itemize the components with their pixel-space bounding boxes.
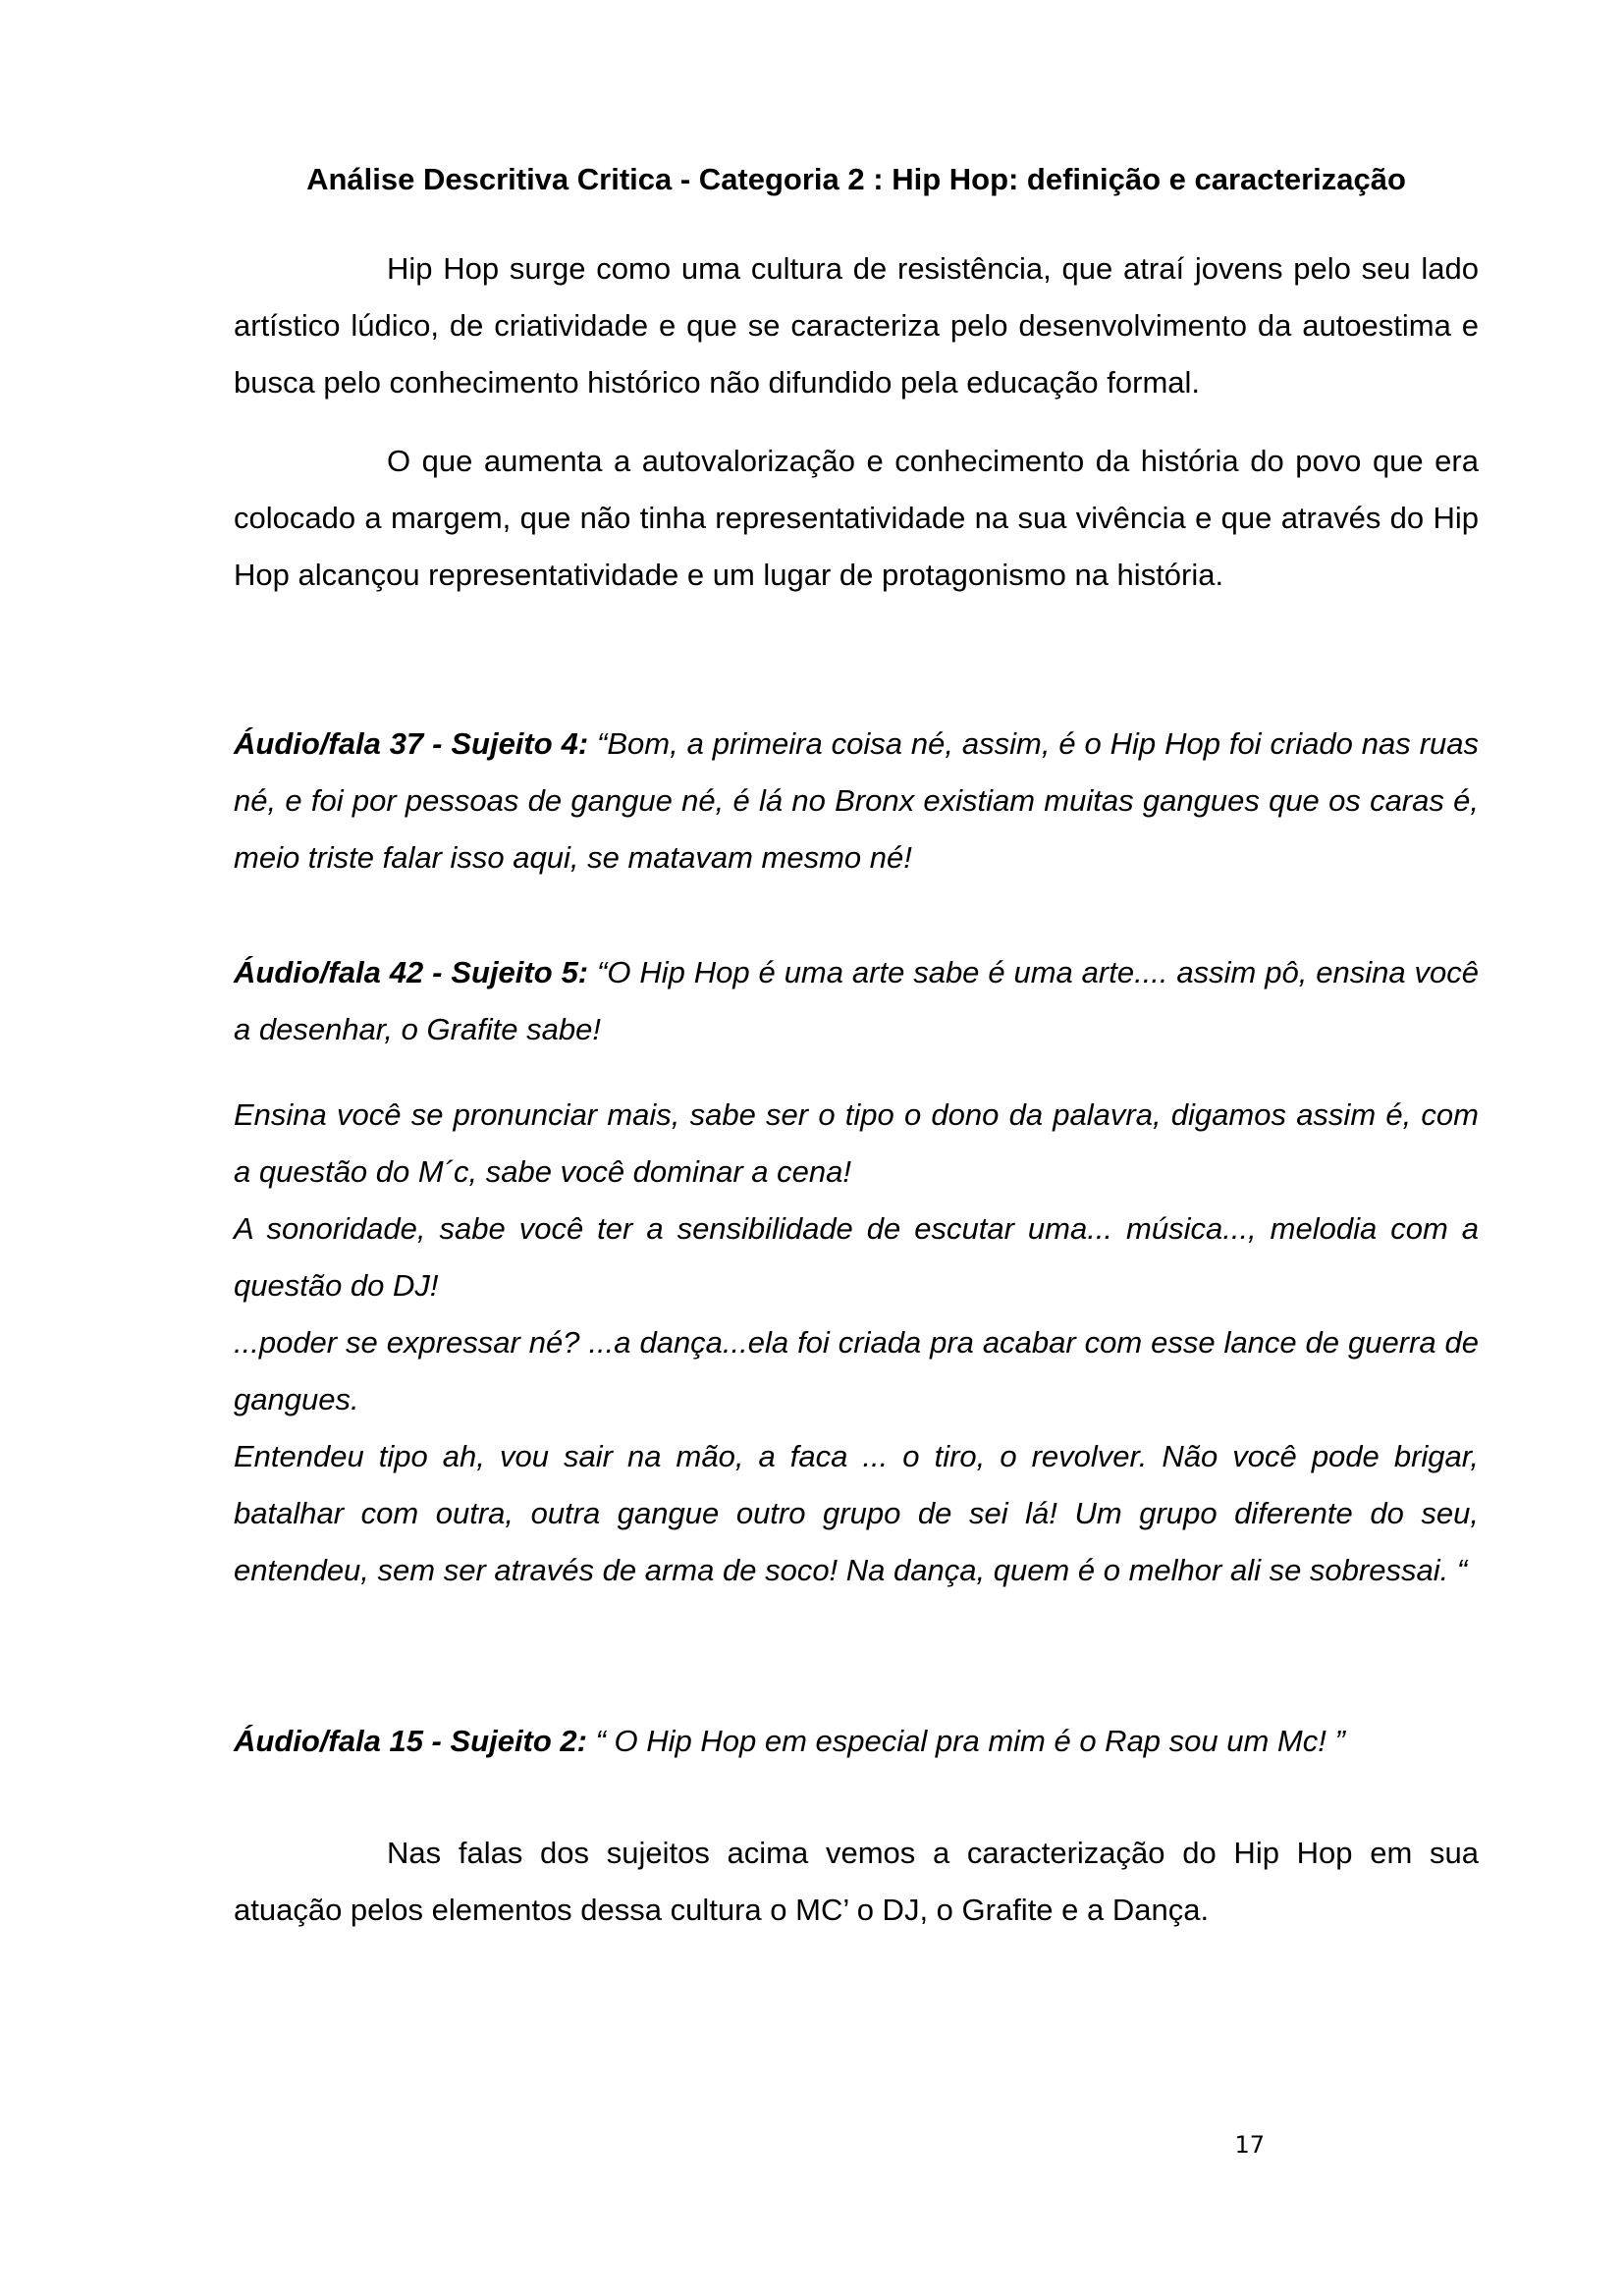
quote-continuation-2: A sonoridade, sabe você ter a sensibilidade de escutar uma... música..., melodia com a questão do DJ! bbox=[234, 1211, 1479, 1303]
page-number: 17 bbox=[1234, 2131, 1265, 2159]
quote-continuation-1: Ensina você se pronunciar mais, sabe ser o tipo o dono da palavra, digamos assim é, com a questão do M´c, sabe você dominar a cena! bbox=[234, 1097, 1479, 1189]
document-page bbox=[234, 0, 1479, 2296]
quote-audio-42 bbox=[234, 944, 1479, 1058]
quote-text: “ O Hip Hop em especial pra mim é o Rap sou um Mc! ” bbox=[587, 1724, 1345, 1758]
quote-text: “O Hip Hop é uma arte sabe é uma arte.... assim pô, ensina você a desenhar, o Grafite sabe! bbox=[234, 955, 1480, 1046]
quote-audio-37 bbox=[234, 716, 1479, 886]
closing-paragraph: Nas falas dos sujeitos acima vemos a caracterização do Hip Hop em sua atuação pelos elementos dessa cultura o MC’ o DJ, o Grafite e a Dança. bbox=[234, 1836, 1479, 1927]
page-title: Análise Descritiva Critica - Categoria 2 : Hip Hop: definição e caracterização bbox=[306, 162, 1406, 196]
quote-label: Áudio/fala 15 - Sujeito 2: bbox=[234, 1724, 587, 1758]
quote-text: “Bom, a primeira coisa né, assim, é o Hip Hop foi criado nas ruas né, e foi por pessoas de gangue né, é lá no Bronx existiam muitas gangues que os caras é, meio triste falar isso aqui, se matavam mesmo né! bbox=[234, 726, 1479, 875]
paragraph-2: O que aumenta a autovalorização e conhecimento da história do povo que era colocado a margem, que não tinha representatividade na sua vivência e que através do Hip Hop alcançou representatividade e um lugar de protagonismo na história. bbox=[234, 444, 1479, 592]
quote-continuation-4: Entendeu tipo ah, vou sair na mão, a faca ... o tiro, o revolver. Não você pode brigar, batalhar com outra, outra gangue outro grupo de sei lá! Um grupo diferente do seu, entendeu, sem ser através de arma de soco! Na dança, quem é o melhor ali se sobressai. “ bbox=[234, 1439, 1479, 1587]
paragraph-1: Hip Hop surge como uma cultura de resistência, que atraí jovens pelo seu lado artístico lúdico, de criatividade e que se caracteriza pelo desenvolvimento da autoestima e busca pelo conhecimento histórico não difundido pela educação formal. bbox=[234, 251, 1479, 400]
quote-audio-15 bbox=[234, 1713, 1479, 1770]
quote-continuation-3: ...poder se expressar né? ...a dança...ela foi criada pra acabar com esse lance de guerra de gangues. bbox=[234, 1325, 1479, 1416]
quote-label: Áudio/fala 37 - Sujeito 4: bbox=[234, 726, 589, 761]
quote-label: Áudio/fala 42 - Sujeito 5: bbox=[234, 955, 589, 989]
